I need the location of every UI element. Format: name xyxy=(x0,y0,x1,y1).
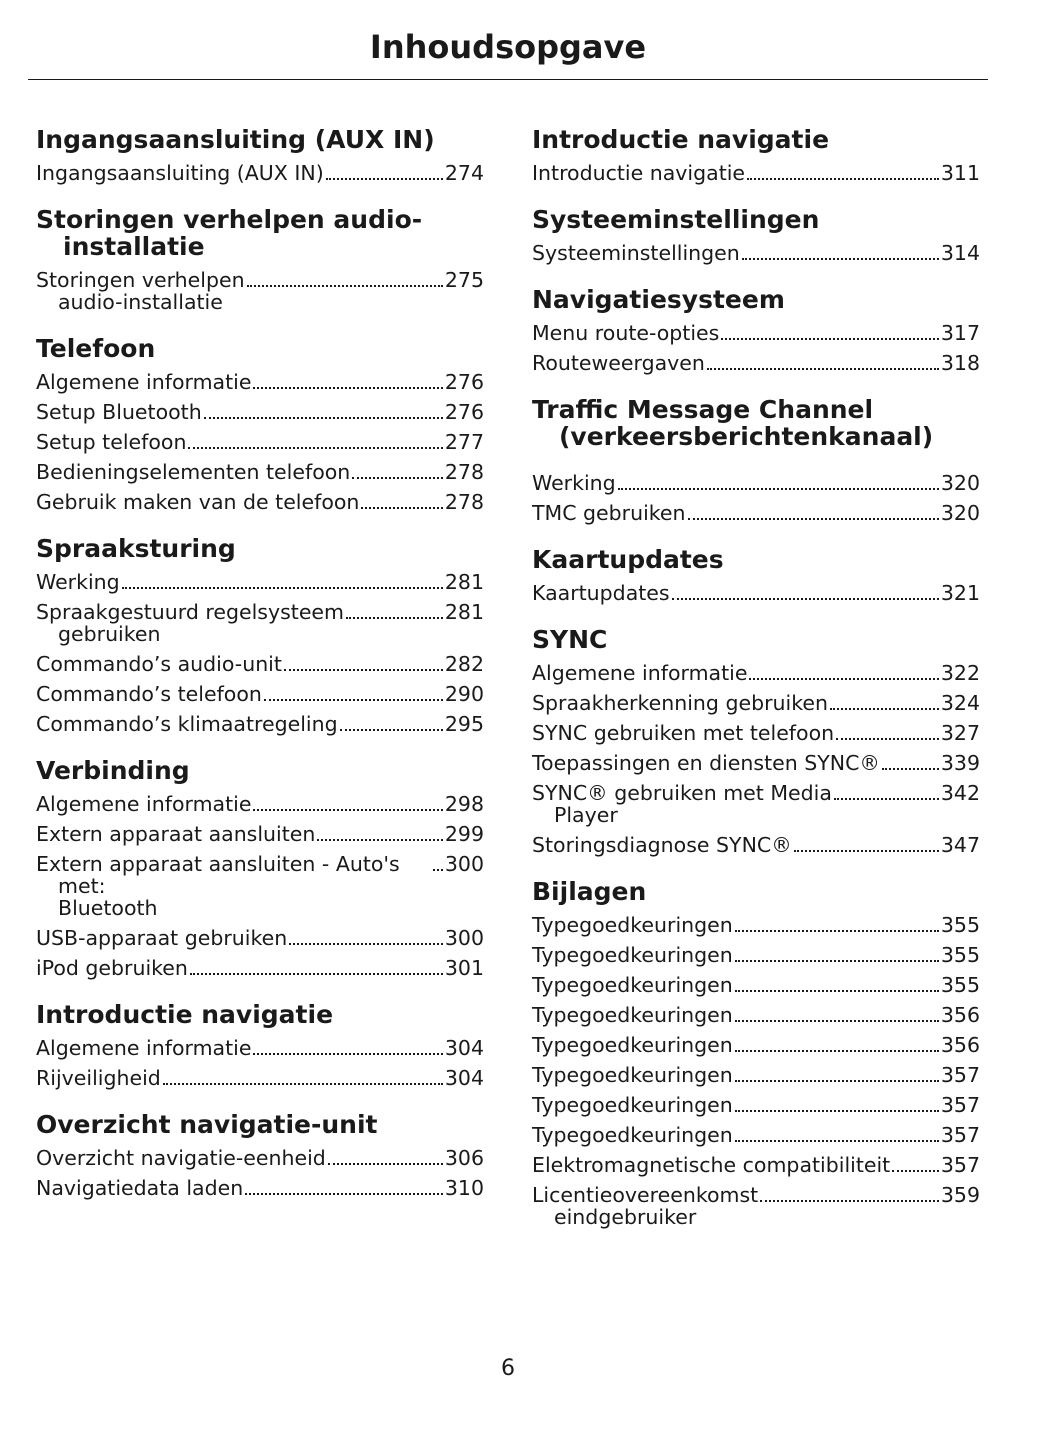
toc-entry-page: 356 xyxy=(940,1033,980,1057)
toc-entry[interactable] xyxy=(532,242,980,264)
toc-entry-page: 300 xyxy=(444,852,484,876)
dot-leader xyxy=(882,764,939,770)
toc-entry[interactable] xyxy=(36,269,484,313)
toc-entry-title: Algemene informatie xyxy=(36,1036,252,1060)
section-heading: Navigatiesysteem xyxy=(532,285,785,314)
dot-leader xyxy=(188,443,442,449)
dot-leader xyxy=(735,1136,939,1142)
toc-entry-page: 300 xyxy=(444,926,484,950)
toc-entry-title: Algemene informatie xyxy=(532,661,748,685)
toc-entry-title: Routeweergaven xyxy=(532,351,705,375)
dot-leader xyxy=(289,939,443,945)
toc-entry-title: Algemene informatie xyxy=(36,792,252,816)
dot-leader xyxy=(735,1106,939,1112)
dot-leader xyxy=(328,1159,443,1165)
dot-leader xyxy=(163,1079,443,1085)
toc-entry-page: 327 xyxy=(940,721,980,745)
toc-entry-title: Typegoedkeuringen xyxy=(532,1093,733,1117)
toc-entry-title: Commando’s telefoon xyxy=(36,682,262,706)
toc-entry-title: Commando’s klimaatregeling xyxy=(36,712,338,736)
toc-entry[interactable] xyxy=(532,352,980,374)
section-heading: Overzicht navigatie-unit xyxy=(36,1110,378,1139)
toc-entry-title: iPod gebruiken xyxy=(36,956,188,980)
toc-entry-page: 275 xyxy=(444,268,484,292)
toc-entry[interactable] xyxy=(532,1034,980,1056)
toc-entry-page: 306 xyxy=(444,1146,484,1170)
toc-entry[interactable] xyxy=(36,461,484,483)
toc-entry-title: Kaartupdates xyxy=(532,581,670,605)
dot-leader xyxy=(245,1189,443,1195)
toc-section xyxy=(36,206,484,313)
dot-leader xyxy=(204,413,443,419)
toc-entry-page: 282 xyxy=(444,652,484,676)
toc-entry[interactable] xyxy=(36,653,484,675)
toc-entry-page: 357 xyxy=(940,1093,980,1117)
toc-entry-page: 278 xyxy=(444,460,484,484)
toc-entry[interactable] xyxy=(36,713,484,735)
toc-left-column xyxy=(36,126,484,1221)
toc-section xyxy=(532,286,980,374)
toc-entry-page: 301 xyxy=(444,956,484,980)
dot-leader xyxy=(892,1166,939,1172)
dot-leader xyxy=(707,364,939,370)
toc-entry-page: 321 xyxy=(940,581,980,605)
toc-entry-page: 281 xyxy=(444,600,484,624)
toc-entry-page: 342 xyxy=(940,781,980,805)
toc-entry[interactable] xyxy=(36,1177,484,1199)
toc-entry-page: 298 xyxy=(444,792,484,816)
toc-entry-page: 274 xyxy=(444,161,484,185)
dot-leader xyxy=(264,695,443,701)
toc-entry[interactable] xyxy=(36,957,484,979)
toc-section xyxy=(36,126,484,184)
section-heading: Spraaksturing xyxy=(36,534,236,563)
dot-leader xyxy=(834,794,939,800)
toc-section xyxy=(36,757,484,979)
toc-entry-page: 339 xyxy=(940,751,980,775)
toc-entry[interactable] xyxy=(532,914,980,936)
dot-leader xyxy=(253,383,442,389)
toc-entry-title: Overzicht navigatie-eenheid xyxy=(36,1146,326,1170)
dot-leader xyxy=(326,174,443,180)
toc-entry-title: TMC gebruiken xyxy=(532,501,686,525)
toc-entry-title: Gebruik maken van de telefoon xyxy=(36,490,360,514)
section-heading: Introductie navigatie xyxy=(36,1000,334,1029)
toc-entry-title: Typegoedkeuringen xyxy=(532,1003,733,1027)
toc-entry-title: Rijveiligheid xyxy=(36,1066,161,1090)
toc-entry-page: 324 xyxy=(940,691,980,715)
toc-entry-title: USB-apparaat gebruiken xyxy=(36,926,288,950)
toc-entry-page: 299 xyxy=(444,822,484,846)
toc-entry[interactable] xyxy=(36,491,484,513)
dot-leader xyxy=(735,1046,939,1052)
toc-entry[interactable] xyxy=(532,162,980,184)
toc-entry-title: Typegoedkeuringen xyxy=(532,943,733,967)
section-heading: Bijlagen xyxy=(532,877,647,906)
toc-entry-title: Navigatiedata laden xyxy=(36,1176,244,1200)
toc-entry-page: 355 xyxy=(940,943,980,967)
toc-entry-title: SYNC gebruiken met telefoon xyxy=(532,721,835,745)
toc-entry-title: Typegoedkeuringen xyxy=(532,1033,733,1057)
page-number: 6 xyxy=(501,1356,515,1381)
toc-entry-title: Licentieovereenkomst eindgebruiker xyxy=(532,1183,759,1229)
section-heading: Telefoon xyxy=(36,334,156,363)
dot-leader xyxy=(836,734,939,740)
toc-section xyxy=(532,878,980,1228)
toc-entry[interactable] xyxy=(532,1124,980,1146)
section-heading: Introductie navigatie xyxy=(532,125,830,154)
section-heading: Systeeminstellingen xyxy=(532,205,820,234)
toc-entry[interactable] xyxy=(36,823,484,845)
dot-leader xyxy=(672,594,939,600)
toc-entry[interactable] xyxy=(532,752,980,774)
toc-section xyxy=(532,626,980,856)
dot-leader xyxy=(742,254,939,260)
toc-entry[interactable] xyxy=(36,793,484,815)
toc-entry[interactable] xyxy=(532,502,980,524)
dot-leader xyxy=(190,969,443,975)
dot-leader xyxy=(830,704,939,710)
dot-leader xyxy=(747,174,939,180)
toc-entry-title: Algemene informatie xyxy=(36,370,252,394)
toc-entry[interactable] xyxy=(532,834,980,856)
toc-entry[interactable] xyxy=(532,944,980,966)
toc-entry[interactable] xyxy=(36,371,484,393)
toc-section xyxy=(532,396,980,524)
dot-leader xyxy=(284,665,443,671)
toc-entry[interactable] xyxy=(36,401,484,423)
dot-leader xyxy=(346,613,443,619)
section-heading: Kaartupdates xyxy=(532,545,724,574)
toc-entry-page: 317 xyxy=(940,321,980,345)
toc-entry-page: 310 xyxy=(444,1176,484,1200)
toc-entry[interactable] xyxy=(532,782,980,826)
dot-leader xyxy=(122,583,443,589)
toc-entry-title: Spraakherkenning gebruiken xyxy=(532,691,828,715)
toc-entry-page: 322 xyxy=(940,661,980,685)
page-title: Inhoudsopgave xyxy=(369,28,647,66)
dot-leader xyxy=(794,846,939,852)
toc-entry[interactable] xyxy=(36,853,484,919)
dot-leader xyxy=(749,674,938,680)
section-heading: SYNC xyxy=(532,625,608,654)
title-divider xyxy=(28,79,988,80)
toc-entry-title: Extern apparaat aansluiten xyxy=(36,822,316,846)
toc-entry-title: Commando’s audio-unit xyxy=(36,652,282,676)
toc-right-column xyxy=(532,126,980,1250)
toc-entry[interactable] xyxy=(532,1064,980,1086)
toc-entry-page: 295 xyxy=(444,712,484,736)
dot-leader xyxy=(317,835,442,841)
dot-leader xyxy=(253,805,442,811)
toc-entry-page: 290 xyxy=(444,682,484,706)
toc-entry[interactable] xyxy=(36,162,484,184)
toc-entry-title: Extern apparaat aansluiten - Auto's met: Bluetooth xyxy=(36,852,400,920)
toc-entry-page: 355 xyxy=(940,913,980,937)
toc-entry-page: 318 xyxy=(940,351,980,375)
dot-leader xyxy=(721,334,939,340)
toc-entry-title: Setup telefoon xyxy=(36,430,187,454)
toc-section xyxy=(532,546,980,604)
toc-section xyxy=(36,335,484,513)
toc-entry-title: Menu route-opties xyxy=(532,321,720,345)
toc-entry-page: 304 xyxy=(444,1036,484,1060)
toc-entry-title: Typegoedkeuringen xyxy=(532,913,733,937)
toc-entry-title: Werking xyxy=(36,570,120,594)
toc-entry-title: Storingen verhelpen audio-installatie xyxy=(36,268,245,314)
toc-entry[interactable] xyxy=(36,683,484,705)
toc-entry[interactable] xyxy=(532,692,980,714)
dot-leader xyxy=(618,484,939,490)
toc-entry-page: 357 xyxy=(940,1153,980,1177)
toc-entry[interactable] xyxy=(532,722,980,744)
toc-entry[interactable] xyxy=(36,431,484,453)
toc-entry-title: Typegoedkeuringen xyxy=(532,973,733,997)
toc-entry-title: Storingsdiagnose SYNC® xyxy=(532,833,792,857)
dot-leader xyxy=(352,473,443,479)
toc-entry[interactable] xyxy=(36,1147,484,1169)
toc-entry-page: 304 xyxy=(444,1066,484,1090)
toc-entry[interactable] xyxy=(36,571,484,593)
dot-leader xyxy=(735,1016,939,1022)
toc-entry-title: Setup Bluetooth xyxy=(36,400,202,424)
toc-entry[interactable] xyxy=(532,582,980,604)
dot-leader xyxy=(760,1196,939,1202)
toc-entry[interactable] xyxy=(36,927,484,949)
toc-entry-title: SYNC® gebruiken met Media Player xyxy=(532,781,832,827)
toc-entry[interactable] xyxy=(532,662,980,684)
toc-entry[interactable] xyxy=(532,472,980,494)
toc-entry[interactable] xyxy=(532,322,980,344)
dot-leader xyxy=(253,1049,442,1055)
toc-entry[interactable] xyxy=(36,1067,484,1089)
toc-section xyxy=(532,126,980,184)
section-heading: Verbinding xyxy=(36,756,190,785)
toc-entry-title: Systeeminstellingen xyxy=(532,241,740,265)
toc-entry-title: Elektromagnetische compatibiliteit xyxy=(532,1153,891,1177)
toc-entry-title: Introductie navigatie xyxy=(532,161,746,185)
toc-section xyxy=(36,1111,484,1199)
section-heading: Ingangsaansluiting (AUX IN) xyxy=(36,125,435,154)
toc-entry-page: 277 xyxy=(444,430,484,454)
dot-leader xyxy=(340,725,443,731)
toc-entry-page: 278 xyxy=(444,490,484,514)
dot-leader xyxy=(361,503,442,509)
dot-leader xyxy=(735,1076,939,1082)
dot-leader xyxy=(688,514,939,520)
toc-entry[interactable] xyxy=(532,1184,980,1228)
toc-entry-page: 314 xyxy=(940,241,980,265)
section-heading: Traffic Message Channel (verkeersberichtenkanaal) xyxy=(532,395,934,451)
toc-entry-page: 357 xyxy=(940,1063,980,1087)
toc-entry[interactable] xyxy=(532,1094,980,1116)
toc-entry[interactable] xyxy=(532,1154,980,1176)
toc-entry-page: 311 xyxy=(940,161,980,185)
toc-entry[interactable] xyxy=(36,601,484,645)
dot-leader xyxy=(735,956,939,962)
toc-entry[interactable] xyxy=(36,1037,484,1059)
toc-entry-page: 356 xyxy=(940,1003,980,1027)
toc-entry-page: 347 xyxy=(940,833,980,857)
toc-entry-page: 320 xyxy=(940,471,980,495)
toc-entry-title: Ingangsaansluiting (AUX IN) xyxy=(36,161,324,185)
toc-entry[interactable] xyxy=(532,974,980,996)
toc-entry[interactable] xyxy=(532,1004,980,1026)
toc-entry-title: Bedieningselementen telefoon xyxy=(36,460,351,484)
toc-entry-page: 359 xyxy=(940,1183,980,1207)
dot-leader xyxy=(735,986,939,992)
dot-leader xyxy=(735,926,939,932)
toc-entry-page: 357 xyxy=(940,1123,980,1147)
toc-section xyxy=(36,535,484,735)
toc-entry-page: 276 xyxy=(444,370,484,394)
toc-entry-page: 281 xyxy=(444,570,484,594)
toc-entry-page: 355 xyxy=(940,973,980,997)
toc-entry-page: 276 xyxy=(444,400,484,424)
toc-entry-title: Typegoedkeuringen xyxy=(532,1063,733,1087)
dot-leader xyxy=(433,865,443,871)
toc-entry-title: Toepassingen en diensten SYNC® xyxy=(532,751,880,775)
toc-entry-title: Spraakgestuurd regelsysteem gebruiken xyxy=(36,600,345,646)
toc-entry-title: Typegoedkeuringen xyxy=(532,1123,733,1147)
section-heading: Storingen verhelpen audio-installatie xyxy=(36,205,423,261)
toc-section xyxy=(36,1001,484,1089)
toc-entry-page: 320 xyxy=(940,501,980,525)
dot-leader xyxy=(247,281,443,287)
toc-entry-title: Werking xyxy=(532,471,616,495)
toc-section xyxy=(532,206,980,264)
